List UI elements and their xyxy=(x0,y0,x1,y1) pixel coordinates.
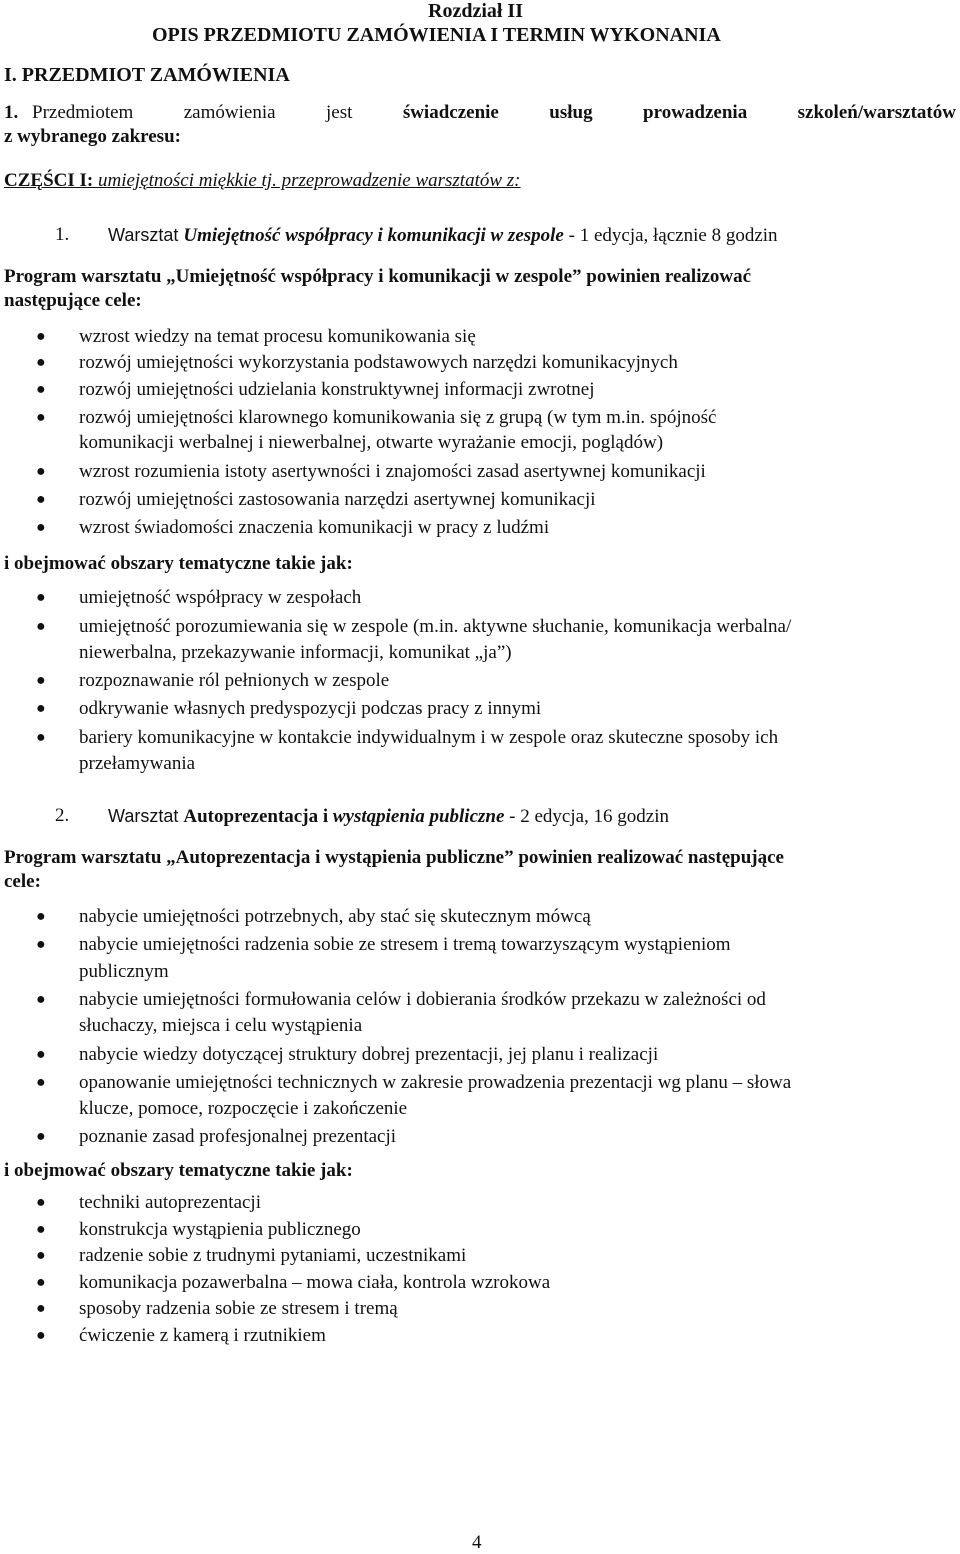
bullet-icon: ● xyxy=(36,1300,46,1317)
page-title: OPIS PRZEDMIOTU ZAMÓWIENIA I TERMIN WYKONANIA xyxy=(152,24,721,46)
list-item: wzrost świadomości znaczenia komunikacji w pracy z ludźmi xyxy=(79,517,550,538)
workshop1-program-line2: następujące cele: xyxy=(4,290,142,311)
list-item: sposoby radzenia sobie ze stresem i tremą xyxy=(79,1298,398,1319)
list-item: wzrost rozumienia istoty asertywności i znajomości zasad asertywnej komunikacji xyxy=(79,461,706,482)
bullet-icon: ● xyxy=(36,1128,46,1145)
list-item: techniki autoprezentacji xyxy=(79,1192,261,1213)
bullet-icon: ● xyxy=(36,1247,46,1264)
list-item: nabycie umiejętności radzenia sobie ze stresem i tremą towarzyszącym wystąpieniom xyxy=(79,934,731,955)
list-item-continuation: klucze, pomoce, rozpoczęcie i zakończenie xyxy=(79,1098,408,1119)
workshop2-program-line1: Program warsztatu „Autoprezentacja i wystąpienia publiczne” powinien realizować następujące xyxy=(4,847,784,868)
list-item: ćwiczenie z kamerą i rzutnikiem xyxy=(79,1325,326,1346)
bullet-icon: ● xyxy=(36,1194,46,1211)
list-item: rozpoznawanie ról pełnionych w zespole xyxy=(79,670,390,691)
bullet-icon: ● xyxy=(36,1327,46,1344)
list-item: konstrukcja wystąpienia publicznego xyxy=(79,1219,361,1240)
bullet-icon: ● xyxy=(36,1274,46,1291)
bullet-icon: ● xyxy=(36,491,46,508)
bullet-icon: ● xyxy=(36,381,46,398)
list-item: wzrost wiedzy na temat procesu komunikowania się xyxy=(79,326,476,347)
list-item: rozwój umiejętności wykorzystania podstawowych narzędzi komunikacyjnych xyxy=(79,352,678,373)
list-item-continuation: słuchaczy, miejsca i celu wystąpienia xyxy=(79,1015,363,1036)
bullet-icon: ● xyxy=(36,729,46,746)
bullet-icon: ● xyxy=(36,519,46,536)
workshop1-areas-heading: i obejmować obszary tematyczne takie jak: xyxy=(4,553,353,574)
bullet-icon: ● xyxy=(36,936,46,953)
list-item: bariery komunikacyjne w kontakcie indywidualnym i w zespole oraz skuteczne sposoby ich xyxy=(79,727,779,748)
list-item-continuation: publicznym xyxy=(79,961,169,982)
section-heading: I. PRZEDMIOT ZAMÓWIENIA xyxy=(4,64,290,86)
workshop1-number: 1. xyxy=(55,224,70,245)
bullet-icon: ● xyxy=(36,1046,46,1063)
list-item-continuation: przełamywania xyxy=(79,753,196,774)
bullet-icon: ● xyxy=(36,463,46,480)
chapter-label: Rozdział II xyxy=(428,0,523,22)
part-heading: CZĘŚCI I: umiejętności miękkie tj. przeprowadzenie warsztatów z: xyxy=(4,170,521,191)
page-number: 4 xyxy=(472,1532,482,1553)
bullet-icon: ● xyxy=(36,409,46,426)
workshop2-program-line2: cele: xyxy=(4,871,41,892)
list-item: odkrywanie własnych predyspozycji podczas pracy z innymi xyxy=(79,698,542,719)
intro-line2: z wybranego zakresu: xyxy=(4,126,181,147)
bullet-icon: ● xyxy=(36,672,46,689)
workshop1-program-line1: Program warsztatu „Umiejętność współpracy i komunikacji w zespole” powinien realizować xyxy=(4,266,752,287)
intro-number: 1. xyxy=(4,102,19,123)
list-item: radzenie sobie z trudnymi pytaniami, uczestnikami xyxy=(79,1245,467,1266)
list-item: komunikacja pozawerbalna – mowa ciała, kontrola wzrokowa xyxy=(79,1272,551,1293)
bullet-icon: ● xyxy=(36,354,46,371)
bullet-icon: ● xyxy=(36,328,46,345)
list-item-continuation: komunikacji werbalnej i niewerbalnej, otwarte wyrażanie emocji, poglądów) xyxy=(79,432,664,453)
list-item: nabycie umiejętności potrzebnych, aby stać się skutecznym mówcą xyxy=(79,906,591,927)
bullet-icon: ● xyxy=(36,991,46,1008)
list-item: rozwój umiejętności udzielania konstruktywnej informacji zwrotnej xyxy=(79,379,595,400)
workshop2-number: 2. xyxy=(55,805,70,826)
list-item: nabycie umiejętności formułowania celów i dobierania środków przekazu w zależności od xyxy=(79,989,766,1010)
list-item: umiejętność współpracy w zespołach xyxy=(79,587,362,608)
bullet-icon: ● xyxy=(36,589,46,606)
list-item: poznanie zasad profesjonalnej prezentacji xyxy=(79,1126,397,1147)
bullet-icon: ● xyxy=(36,1074,46,1091)
workshop1-heading: Warsztat Umiejętność współpracy i komunikacji w zespole - 1 edycja, łącznie 8 godzin xyxy=(108,225,778,246)
bullet-icon: ● xyxy=(36,618,46,635)
list-item: rozwój umiejętności zastosowania narzędzi asertywnej komunikacji xyxy=(79,489,596,510)
bullet-icon: ● xyxy=(36,1221,46,1238)
workshop2-heading: Warsztat Autoprezentacja i wystąpienia publiczne - 2 edycja, 16 godzin xyxy=(108,806,670,827)
list-item-continuation: niewerbalna, przekazywanie informacji, komunikat „ja”) xyxy=(79,642,512,663)
workshop2-areas-heading: i obejmować obszary tematyczne takie jak: xyxy=(4,1160,353,1181)
bullet-icon: ● xyxy=(36,700,46,717)
bullet-icon: ● xyxy=(36,908,46,925)
list-item: opanowanie umiejętności technicznych w zakresie prowadzenia prezentacji wg planu – słowa xyxy=(79,1072,792,1093)
list-item: rozwój umiejętności klarownego komunikowania się z grupą (w tym m.in. spójność xyxy=(79,407,717,428)
list-item: umiejętność porozumiewania się w zespole (m.in. aktywne słuchanie, komunikacja werbalna/ xyxy=(79,616,792,637)
intro-line1: Przedmiotem zamówienia jest świadczenie usług prowadzenia szkoleń/warsztatów xyxy=(32,102,956,123)
list-item: nabycie wiedzy dotyczącej struktury dobrej prezentacji, jej planu i realizacji xyxy=(79,1044,659,1065)
intro-paragraph xyxy=(4,102,956,124)
